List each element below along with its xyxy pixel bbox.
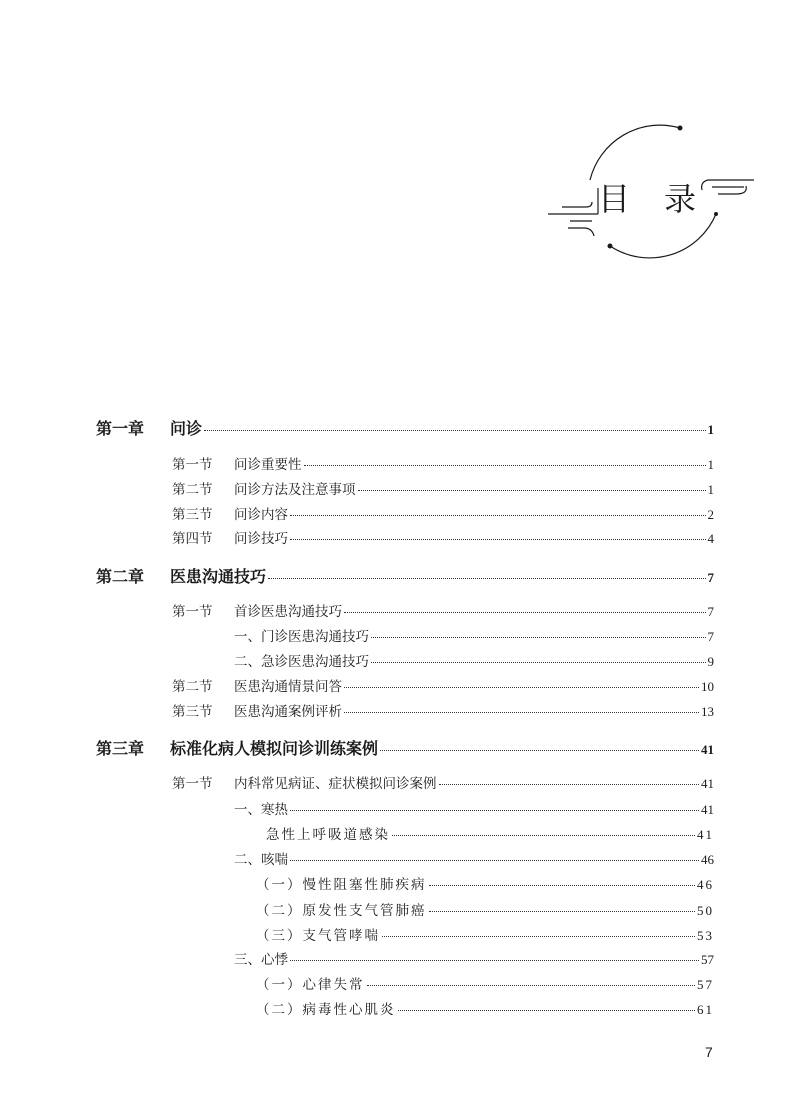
leader-dots — [344, 612, 706, 613]
toc-item[interactable] — [266, 823, 714, 843]
page-ref: 41 — [701, 742, 714, 757]
page-ref: 4 — [707, 531, 714, 546]
section-label: 第二节 — [172, 482, 213, 498]
item-title: （三）支气管哮喘 — [256, 928, 380, 944]
toc-section[interactable] — [172, 700, 714, 720]
toc-chapter-3[interactable] — [96, 736, 714, 759]
page-number: 7 — [705, 1044, 713, 1060]
chapter-label: 第一章 — [96, 419, 145, 438]
subsection-title: 二、急诊医患沟通技巧 — [234, 654, 369, 670]
chapter-label: 第二章 — [96, 567, 145, 586]
page-ref: 41 — [701, 776, 714, 791]
section-title: 问诊技巧 — [234, 531, 288, 547]
leader-dots — [371, 637, 706, 638]
heading-char-2: 录 — [664, 180, 697, 218]
section-title: 问诊重要性 — [234, 457, 302, 473]
page-ref: 53 — [697, 928, 714, 943]
page-ref: 50 — [697, 903, 714, 918]
page-ref: 57 — [701, 952, 714, 967]
subsection-title: 一、门诊医患沟通技巧 — [234, 629, 369, 645]
page-ref: 13 — [701, 704, 714, 719]
leader-dots — [392, 835, 695, 836]
item-title: （一）心律失常 — [256, 977, 365, 993]
section-label: 第二节 — [172, 679, 213, 695]
leader-dots — [290, 515, 706, 516]
leader-dots — [358, 490, 706, 491]
leader-dots — [290, 860, 699, 861]
page-ref: 1 — [707, 422, 714, 437]
leader-dots — [344, 712, 699, 713]
section-label: 第三节 — [172, 704, 213, 720]
chapter-title: 问诊 — [170, 419, 203, 438]
section-title: 医患沟通情景问答 — [234, 679, 342, 695]
section-label: 第一节 — [172, 776, 213, 792]
leader-dots — [367, 985, 696, 986]
toc-item[interactable] — [256, 873, 714, 893]
toc-section[interactable] — [172, 527, 714, 547]
toc-section[interactable] — [172, 503, 714, 523]
toc-subsection[interactable] — [234, 650, 714, 670]
section-title: 内科常见病证、症状模拟问诊案例 — [234, 776, 437, 792]
page-ref: 9 — [707, 654, 714, 669]
chapter-title: 标准化病人模拟问诊训练案例 — [170, 739, 379, 758]
toc-subsection[interactable] — [234, 948, 714, 968]
section-title: 问诊方法及注意事项 — [234, 482, 356, 498]
section-label: 第四节 — [172, 531, 213, 547]
page-ref: 7 — [707, 629, 714, 644]
page-ref: 57 — [697, 977, 714, 992]
page-ref: 2 — [707, 507, 714, 522]
toc-section[interactable] — [172, 453, 714, 473]
page-ref: 61 — [697, 1002, 714, 1017]
leader-dots — [429, 911, 696, 912]
page-ref: 10 — [701, 679, 714, 694]
toc-chapter-2[interactable] — [96, 564, 714, 587]
leader-dots — [398, 1010, 696, 1011]
leader-dots — [380, 750, 699, 751]
toc-section[interactable] — [172, 478, 714, 498]
toc-item[interactable] — [256, 998, 714, 1018]
leader-dots — [344, 687, 699, 688]
page-ref: 41 — [697, 827, 714, 842]
leader-dots — [304, 465, 706, 466]
toc-item[interactable] — [256, 924, 714, 944]
chapter-title: 医患沟通技巧 — [170, 567, 267, 586]
leader-dots — [268, 578, 705, 579]
page-ref: 46 — [701, 852, 714, 867]
toc-subsection[interactable] — [234, 798, 714, 818]
toc-chapter-1[interactable] — [96, 416, 714, 439]
item-title: （二）病毒性心肌炎 — [256, 1002, 396, 1018]
toc-subsection[interactable] — [234, 625, 714, 645]
leader-dots — [290, 960, 699, 961]
section-label: 第三节 — [172, 507, 213, 523]
leader-dots — [290, 810, 699, 811]
toc-item[interactable] — [256, 899, 714, 919]
subsection-title: 三、心悸 — [234, 952, 288, 968]
leader-dots — [371, 662, 706, 663]
page-ref: 7 — [707, 604, 714, 619]
page-ref: 41 — [701, 802, 714, 817]
section-label: 第一节 — [172, 604, 213, 620]
leader-dots — [382, 936, 695, 937]
leader-dots — [439, 784, 700, 785]
page-ref: 1 — [707, 457, 714, 472]
toc-heading — [540, 118, 760, 268]
toc-subsection[interactable] — [234, 848, 714, 868]
section-title: 医患沟通案例评析 — [234, 704, 342, 720]
toc-section[interactable] — [172, 772, 714, 792]
page-ref: 7 — [707, 570, 714, 585]
toc-item[interactable] — [256, 973, 714, 993]
item-title: 急性上呼吸道感染 — [266, 827, 390, 843]
item-title: （二）原发性支气管肺癌 — [256, 903, 427, 919]
leader-dots — [204, 430, 705, 431]
leader-dots — [429, 885, 696, 886]
chapter-label: 第三章 — [96, 739, 145, 758]
section-title: 问诊内容 — [234, 507, 288, 523]
leader-dots — [290, 539, 706, 540]
section-title: 首诊医患沟通技巧 — [234, 604, 342, 620]
decorative-cloud-circle-icon — [540, 118, 760, 268]
item-title: （一）慢性阻塞性肺疾病 — [256, 877, 427, 893]
toc-section[interactable] — [172, 675, 714, 695]
heading-char-1: 目 — [598, 180, 631, 218]
section-label: 第一节 — [172, 457, 213, 473]
subsection-title: 一、寒热 — [234, 802, 288, 818]
toc-section[interactable] — [172, 600, 714, 620]
subsection-title: 二、咳喘 — [234, 852, 288, 868]
page-ref: 46 — [697, 877, 714, 892]
page-ref: 1 — [707, 482, 714, 497]
